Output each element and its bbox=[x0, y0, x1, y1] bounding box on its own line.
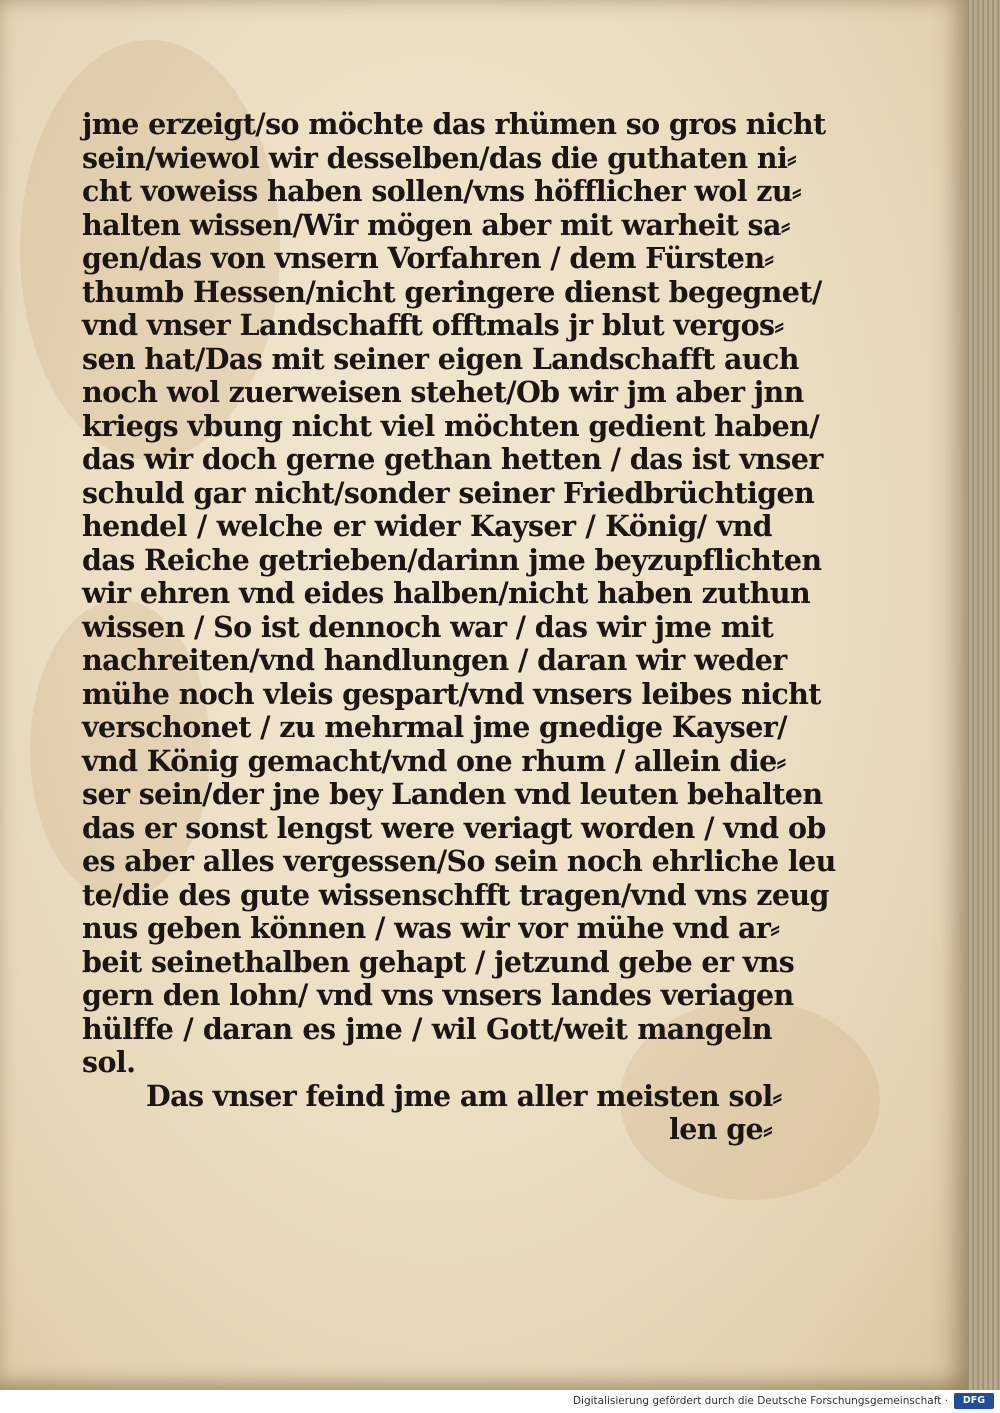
text-line: gen/das von vnsern Vorfahren / dem Fürsten⸗ bbox=[82, 241, 774, 275]
text-line: gern den lohn/ vnd vns vnsers landes veriagen bbox=[82, 978, 794, 1012]
text-line: wissen / So ist dennoch war / das wir jme mit bbox=[82, 609, 774, 644]
text-line: halten wissen/Wir mögen aber mit warheit sa⸗ bbox=[82, 207, 790, 242]
text-line: ser sein/der jne bey Landen vnd leuten behalten bbox=[82, 777, 823, 811]
text-line: beit seinethalben gehapt / jetzund gebe er vns bbox=[82, 944, 795, 979]
text-line: sen hat/Das mit seiner eigen Landschafft auch bbox=[82, 341, 799, 376]
text-line: noch wol zuerweisen stehet/Ob wir jm aber jnn bbox=[82, 375, 804, 409]
text-line: vnd König gemacht/vnd one rhum / allein die⸗ bbox=[82, 743, 786, 778]
paragraph-start-line: Das vnser feind jme am aller meisten sol⸗ bbox=[146, 1078, 782, 1113]
text-line: es aber alles vergessen/So sein noch ehrliche leu bbox=[82, 844, 836, 878]
text-line: nus geben können / was wir vor mühe vnd ar⸗ bbox=[82, 911, 780, 945]
footer-bar bbox=[0, 1390, 1000, 1413]
text-line: jme erzeigt/so möchte das rhümen so gros nicht bbox=[82, 107, 826, 141]
text-line: das wir doch gerne gethan hetten / das ist vnser bbox=[82, 442, 823, 476]
text-line: nachreiten/vnd handlungen / daran wir weder bbox=[82, 643, 787, 677]
catchword-line: len ge⸗ bbox=[669, 1112, 772, 1146]
text-line: hülffe / daran es jme / wil Gott/weit mangeln bbox=[82, 1011, 772, 1046]
text-line: wir ehren vnd eides halben/nicht haben zuthun bbox=[82, 576, 811, 610]
text-line: das Reiche getrieben/darinn jme beyzupflichten bbox=[82, 542, 822, 577]
text-line: sol. bbox=[82, 1045, 136, 1079]
dfg-logo: DFG bbox=[954, 1393, 994, 1409]
text-line: kriegs vbung nicht viel möchten gedient haben/ bbox=[82, 408, 820, 443]
text-line: das er sonst lengst were veriagt worden / vnd ob bbox=[82, 810, 826, 845]
page-text bbox=[82, 107, 836, 1147]
text-line: cht voweiss haben sollen/vns höfflicher wol zu⸗ bbox=[82, 174, 801, 208]
text-line: schuld gar nicht/sonder seiner Friedbrüchtigen bbox=[82, 475, 815, 510]
funding-credit: Digitalisierung gefördert durch die Deutsche Forschungsgemeinschaft · bbox=[572, 1395, 948, 1407]
text-line: te/die des gute wissenschfft tragen/vnd vns zeug bbox=[82, 877, 829, 912]
text-line: verschonet / zu mehrmal jme gnedige Kayser/ bbox=[82, 710, 787, 744]
text-line: vnd vnser Landschafft offtmals jr blut vergos⸗ bbox=[82, 308, 784, 342]
text-line: hendel / welche er wider Kayser / König/ vnd bbox=[82, 509, 772, 543]
text-line: mühe noch vleis gespart/vnd vnsers leibes nicht bbox=[82, 676, 821, 711]
text-line: thumb Hessen/nicht geringere dienst begegnet/ bbox=[82, 274, 822, 309]
text-line: sein/wiewol wir desselben/das die guthaten ni⸗ bbox=[82, 140, 797, 175]
